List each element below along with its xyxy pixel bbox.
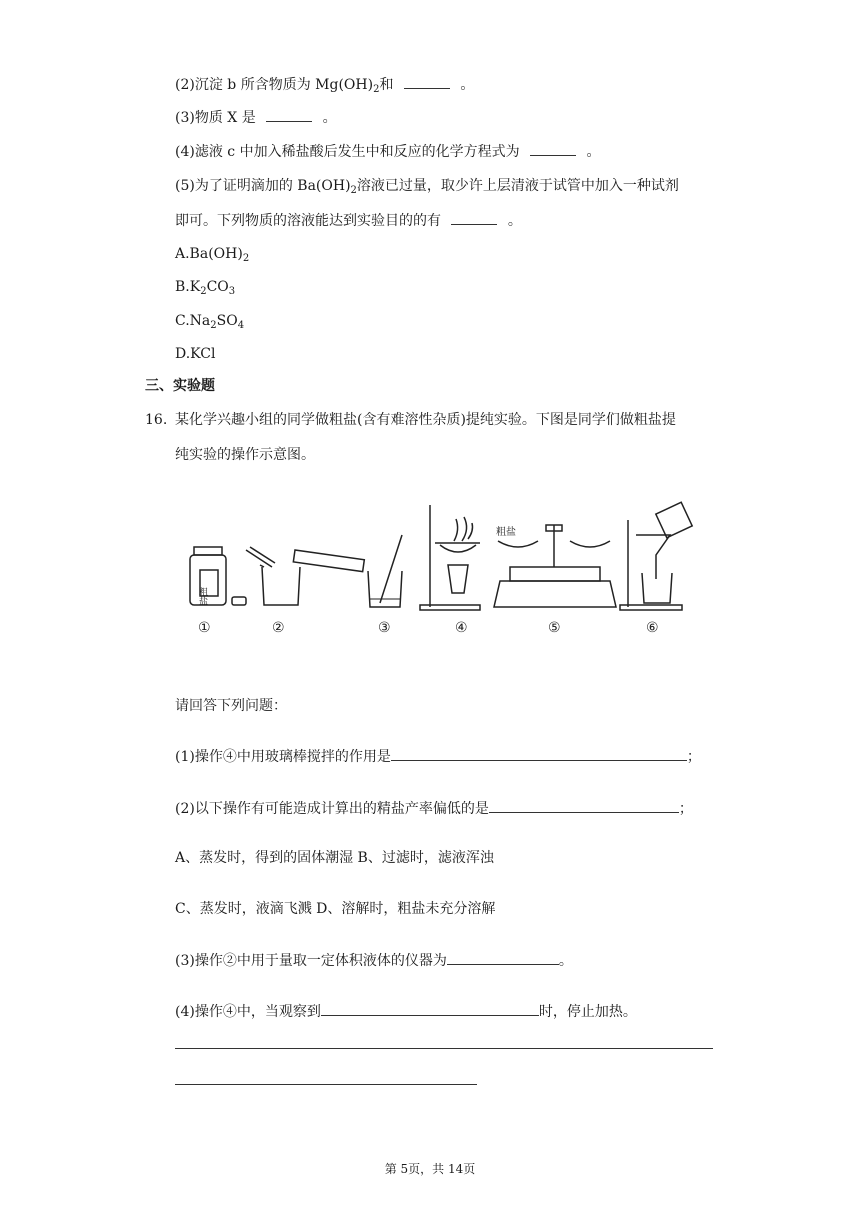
filter-illustration [620, 502, 692, 610]
apparatus-figure [180, 495, 700, 640]
q16-prompt: 请回答下列问题： [175, 698, 287, 714]
step-label-6: ⑥ [646, 620, 659, 636]
answer-blank[interactable] [530, 141, 576, 156]
answer-blank[interactable] [391, 746, 687, 761]
page-footer: 第 5页，共 14页 [384, 1162, 476, 1176]
section-title: 三、实验题 [145, 378, 215, 394]
dissolve-illustration [246, 547, 364, 605]
option-b: $B.K_2CO_3$ [175, 279, 236, 297]
q15-part5-line1: (5)为了证明滴加的 $Ba(OH)_2$溶液已过量，取少许上层清液于试管中加入一种试剂 [175, 178, 679, 196]
answer-blank[interactable] [489, 798, 679, 813]
q16-sub1: (1)操作④中用玻璃棒搅拌的作用是 ； [175, 746, 701, 767]
answer-blank[interactable] [451, 210, 497, 225]
evaporate-illustration [420, 505, 480, 610]
step-labels [198, 620, 659, 636]
q15-part2: (2)沉淀 b 所含物质为 $Mg(OH)_2$和 。 [175, 74, 474, 100]
q16-sub2: (2)以下操作有可能造成计算出的精盐产率偏低的是 ； [175, 798, 693, 819]
q16-stem-line1: 某化学兴趣小组的同学做粗盐(含有难溶性杂质)提纯实验。下图是同学们做粗盐提 [175, 412, 676, 428]
answer-blank[interactable] [447, 950, 559, 965]
step-label-4: ④ [455, 620, 468, 636]
q16-choices-line1: A、蒸发时，得到的固体潮湿 B、过滤时，滤液浑浊 [175, 850, 494, 866]
step-label-3: ③ [378, 620, 391, 636]
answer-line[interactable] [175, 1048, 713, 1049]
step-label-1: ① [198, 620, 211, 636]
q15-part5-line2: 即可。下列物质的溶液能达到实验目的的有 。 [175, 210, 522, 231]
answer-blank[interactable] [321, 1001, 539, 1016]
q15-part4: (4)滤液 c 中加入稀盐酸后发生中和反应的化学方程式为 。 [175, 141, 600, 162]
option-c: $C.Na_2SO_4$ [175, 313, 245, 331]
option-a: $A.Ba(OH)_2$ [175, 246, 250, 264]
step-label-5: ⑤ [548, 620, 561, 636]
balance-illustration [494, 525, 616, 607]
answer-blank[interactable] [404, 74, 450, 89]
q16-stem-line2: 纯实验的操作示意图。 [175, 447, 315, 463]
q16-sub3: (3)操作②中用于量取一定体积液体的仪器为 。 [175, 950, 573, 971]
stir-illustration [368, 535, 402, 607]
q15-part3: (3)物质 X 是 。 [175, 107, 337, 128]
salt-jar-illustration [190, 547, 246, 605]
q16-number: 16. [145, 412, 168, 428]
step-label-2: ② [272, 620, 285, 636]
q16-choices-line2: C、蒸发时，液滴飞溅 D、溶解时，粗盐未充分溶解 [175, 901, 496, 917]
jar-label: 粗盐 [197, 587, 207, 605]
answer-blank[interactable] [266, 107, 312, 122]
answer-line[interactable] [175, 1084, 477, 1085]
option-d: D.KCl [175, 346, 216, 362]
q16-sub4: (4)操作④中，当观察到 时，停止加热。 [175, 1001, 637, 1022]
balance-label: 粗盐 [496, 527, 516, 538]
